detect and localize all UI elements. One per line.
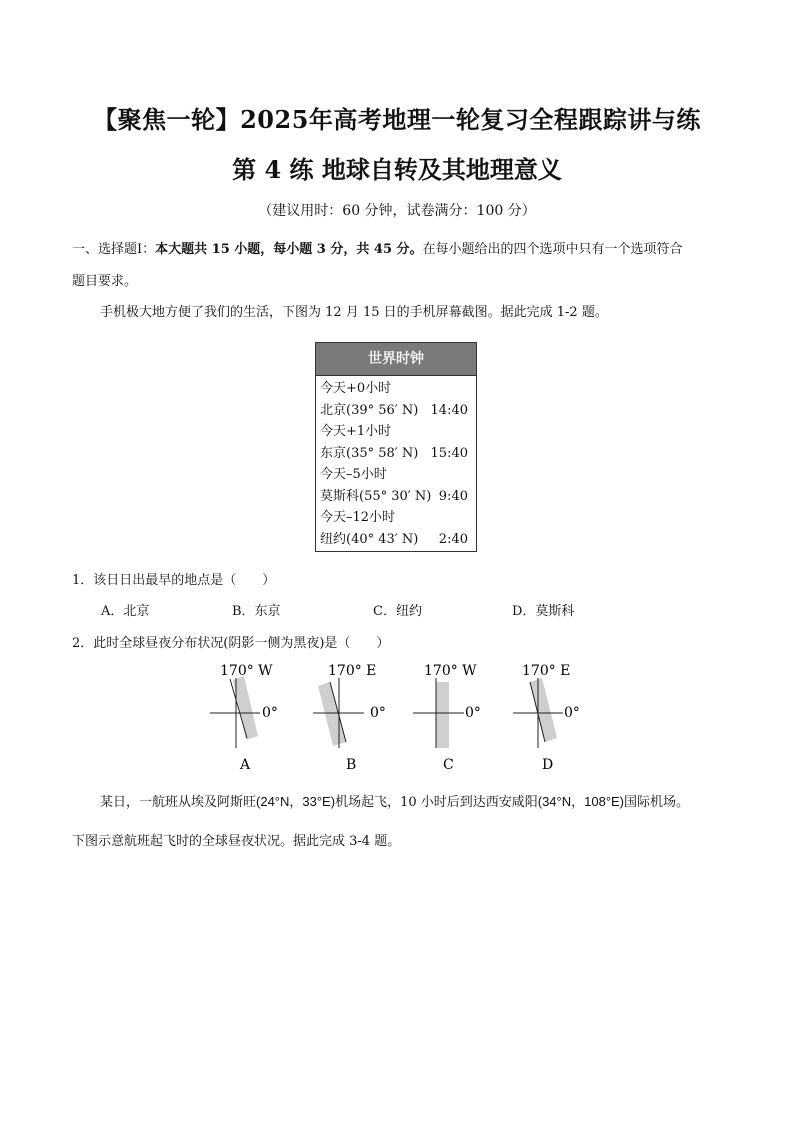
- meridian-label: 170° W: [424, 663, 477, 679]
- clock-row-label: 纽约(40° 43′ N): [320, 531, 419, 547]
- section-rest-line2: 题目要求。: [72, 274, 138, 289]
- night-shadow: [318, 682, 346, 746]
- equator-label: 0°: [370, 705, 386, 721]
- option-letter: B: [346, 757, 357, 773]
- clock-row-time: 15:40: [430, 445, 468, 461]
- night-shadow: [233, 676, 258, 740]
- world-clock-list: [316, 376, 476, 550]
- intro-q3-4-line2: 下图示意航班起飞时的全球昼夜状况。据此完成 3-4 题。: [72, 834, 401, 849]
- option-letter: C: [443, 757, 454, 773]
- clock-row: [320, 378, 476, 400]
- q1-option-a[interactable]: A．北京: [101, 604, 150, 619]
- clock-row: [320, 421, 476, 443]
- clock-row-time: 9:40: [438, 488, 468, 504]
- night-shadow: [436, 682, 449, 748]
- coord-aswan: (24°N，33°E): [256, 794, 336, 809]
- world-clock-screenshot: [315, 342, 477, 552]
- clock-row: [320, 507, 476, 529]
- q2-diagram-d[interactable]: [513, 663, 580, 773]
- clock-row-label: 今天–5小时: [320, 467, 387, 482]
- meridian-label: 170° E: [522, 663, 571, 679]
- section-prefix: 一、选择题Ⅰ：: [72, 242, 156, 257]
- section-bold-text: 本大题共 15 小题，每小题 3 分，共 45 分。: [155, 242, 423, 257]
- clock-row: [320, 486, 476, 508]
- q2-diagram-a[interactable]: [210, 663, 278, 773]
- q1-option-c[interactable]: C．纽约: [373, 604, 422, 619]
- intro-q1-2: 手机极大地方便了我们的生活，下图为 12 月 15 日的手机屏幕截图。据此完成 1-2 题。: [100, 305, 608, 320]
- question-2-stem: 2．此时全球昼夜分布状况(阴影一侧为黑夜)是（ ）: [72, 636, 390, 651]
- q2-diagrams: [200, 655, 600, 775]
- equator-label: 0°: [564, 705, 580, 721]
- clock-row: [320, 400, 476, 422]
- clock-row-label: 今天+0小时: [320, 381, 392, 396]
- clock-row-time: 14:40: [430, 402, 468, 418]
- meridian-label: 170° E: [328, 663, 377, 679]
- page-subtitle: 第 4 练 地球自转及其地理意义: [232, 155, 562, 184]
- q2-diagram-b[interactable]: [313, 663, 386, 773]
- coord-xian: (34°N，108°E): [537, 794, 625, 809]
- meridian-label: 170° W: [220, 663, 273, 679]
- clock-row-label: 北京(39° 56′ N): [320, 402, 419, 418]
- night-shadow: [530, 678, 557, 742]
- intro-q3-4-line1: [100, 792, 740, 813]
- clock-row-label: 今天–12小时: [320, 510, 396, 525]
- question-1-stem: 1．该日日出最早的地点是（ ）: [72, 573, 276, 588]
- clock-row: [320, 464, 476, 486]
- q1-option-d[interactable]: D．莫斯科: [512, 604, 575, 619]
- section-rest-line1: 在每小题给出的四个选项中只有一个选项符合: [422, 242, 683, 257]
- time-note: （建议用时：60 分钟，试卷满分：100 分）: [258, 203, 536, 219]
- intro-text-c: 机场起飞，10 小时后到达西安咸阳: [335, 795, 538, 810]
- intro-text-e: 国际机场。: [624, 795, 690, 810]
- section-heading: [72, 234, 727, 298]
- intro-text-a: 某日，一航班从埃及阿斯旺: [100, 795, 257, 810]
- clock-row: [320, 443, 476, 465]
- clock-row: [320, 529, 476, 551]
- equator-label: 0°: [262, 705, 278, 721]
- q2-diagram-c[interactable]: [413, 663, 481, 773]
- clock-row-label: 东京(35° 58′ N): [320, 445, 419, 461]
- option-letter: D: [542, 757, 554, 773]
- q1-option-b[interactable]: B．东京: [232, 604, 281, 619]
- clock-row-label: 莫斯科(55° 30′ N): [320, 488, 432, 504]
- equator-label: 0°: [465, 705, 481, 721]
- world-clock-title: 世界时钟: [316, 343, 476, 376]
- option-letter: A: [240, 757, 251, 773]
- page-title: 【聚焦一轮】2025年高考地理一轮复习全程跟踪讲与练: [93, 105, 701, 134]
- clock-row-time: 2:40: [438, 531, 468, 547]
- clock-row-label: 今天+1小时: [320, 424, 392, 439]
